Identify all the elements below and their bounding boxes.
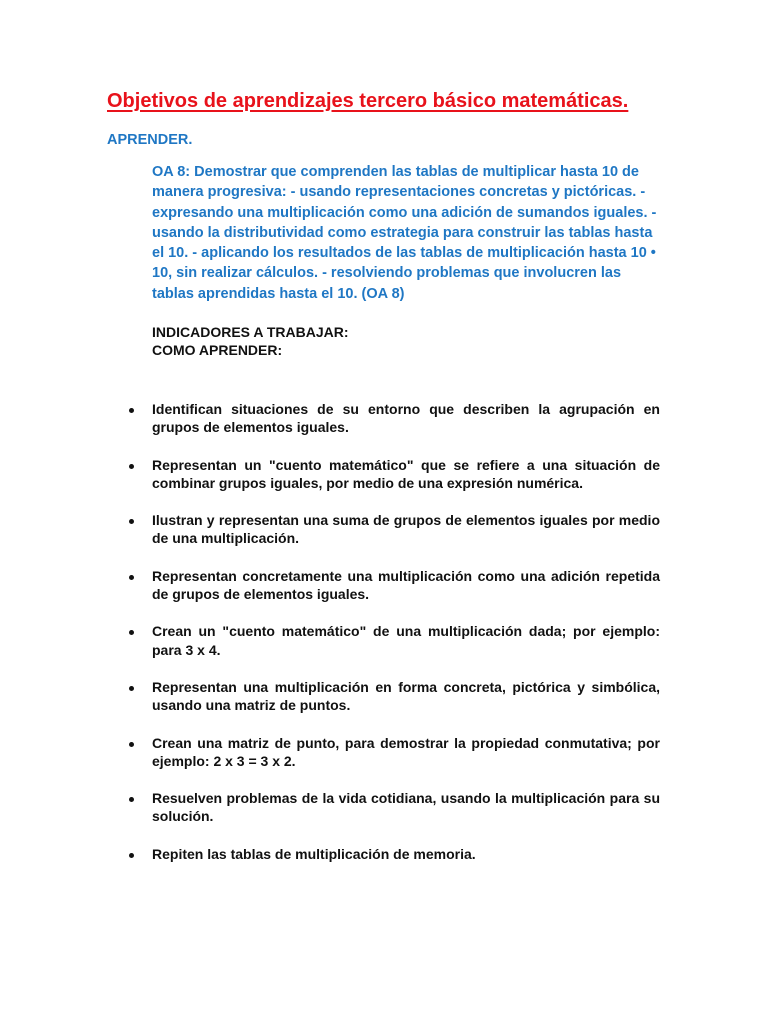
- indicator-text: Identifican situaciones de su entorno que describen la agrupación en grupos de elementos iguales.: [152, 401, 660, 436]
- indicator-text: Crean un "cuento matemático" de una multiplicación dada; por ejemplo: para 3 x 4.: [152, 623, 660, 658]
- indicator-text: Representan un "cuento matemático" que se refiere a una situación de combinar grupos iguales, por medio de una expresión numérica.: [152, 456, 660, 491]
- learning-objective-oa8: OA 8: Demostrar que comprenden las tablas de multiplicar hasta 10 de manera progresiva: - usando representaciones concretas y pictóricas. - expresando una multiplicación como una adición de sumandos iguales. - usando la distributividad como estrategia para construir las tablas hasta el 10. - aplicando los resultados de las tablas de multiplicación hasta 10 • 10, sin realizar cálculos. - resolviendo problemas que involucren las tablas aprendidas hasta el 10. (OA 8): [152, 164, 657, 302]
- indicator-text: Representan una multiplicación en forma concreta, pictórica y simbólica, usando una matriz de puntos.: [152, 678, 660, 714]
- section-heading-aprender: APRENDER.: [107, 132, 193, 148]
- bullet-icon: [129, 575, 134, 580]
- bullet-icon: [129, 519, 134, 524]
- indicator-item: [0, 456, 768, 493]
- indicator-text: Ilustran y representan una suma de grupos de elementos iguales por medio de una multiplicación.: [152, 512, 660, 547]
- bullet-icon: [129, 797, 134, 802]
- indicator-item: [0, 622, 768, 659]
- bullet-icon: [129, 853, 134, 858]
- indicator-item: [0, 789, 768, 826]
- bullet-icon: [129, 630, 134, 635]
- bullet-icon: [129, 464, 134, 469]
- indicators-block: [152, 323, 349, 359]
- indicator-item: [0, 845, 768, 863]
- indicator-text: Repiten las tablas de multiplicación de memoria.: [152, 845, 476, 862]
- indicator-item: [0, 400, 768, 437]
- indicator-item: [0, 567, 768, 604]
- indicator-text: Representan concretamente una multiplicación como una adición repetida de grupos de elementos iguales.: [152, 567, 660, 603]
- indicator-text: Crean una matriz de punto, para demostrar la propiedad conmutativa; por ejemplo: 2 x 3 = 3 x 2.: [152, 734, 660, 769]
- indicator-item: [0, 678, 768, 715]
- indicator-text: Resuelven problemas de la vida cotidiana, usando la multiplicación para su solución.: [152, 790, 660, 825]
- bullet-icon: [129, 686, 134, 691]
- page-title: Objetivos de aprendizajes tercero básico matemáticas.: [107, 90, 629, 112]
- indicator-item: [0, 511, 768, 548]
- indicator-list: [0, 400, 768, 882]
- bullet-icon: [129, 408, 134, 413]
- indicators-heading: INDICADORES A TRABAJAR:: [152, 324, 349, 340]
- indicator-item: [0, 734, 768, 771]
- how-to-learn-heading: COMO APRENDER:: [152, 342, 283, 358]
- bullet-icon: [129, 742, 134, 747]
